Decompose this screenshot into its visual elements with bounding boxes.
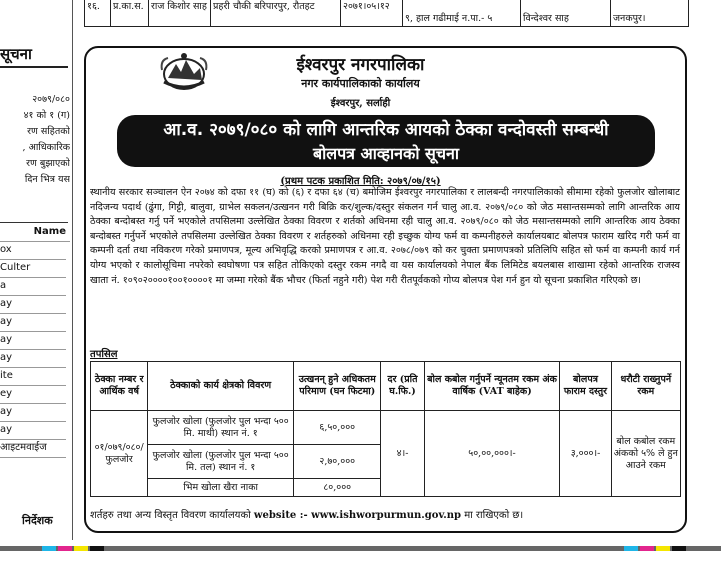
notice-title-banner	[117, 115, 655, 167]
contract-number-cell: ०१/०७९/०८०/ फुलजोर	[91, 411, 148, 497]
yellow-swatch	[74, 546, 88, 551]
strip-address: ९, हाल गढीमाई न.पा.- ५	[402, 0, 520, 26]
left-table-row: ox	[0, 241, 66, 260]
contract-table	[90, 361, 681, 497]
strip-name: राज किशोर साह	[148, 0, 210, 26]
left-table-row: ite	[0, 367, 66, 386]
col-header: ठेक्काको कार्य क्षेत्रको विवरण	[148, 362, 294, 411]
left-text-line: रण सहितको	[27, 126, 70, 137]
table-header-row	[91, 362, 681, 411]
strip-date: २०७१।०५।१२	[340, 0, 402, 26]
cyan-swatch	[42, 546, 56, 551]
area-cell: फुलजोर खोला (फुलजोर पुल भन्दा ५०० मि. माथी) स्थान नं. १	[148, 411, 294, 445]
black-swatch	[90, 546, 104, 551]
left-text-line: , आधिकारिक	[22, 142, 70, 153]
left-text-line: ४१ को १ (ग)	[23, 110, 70, 121]
website-link[interactable]: website :- www.ishworpurmun.gov.np	[253, 510, 461, 521]
magenta-swatch	[640, 546, 654, 551]
left-table-row: Culter	[0, 259, 66, 278]
left-table-row: a	[0, 277, 66, 296]
strip-misc: विन्देश्वर साह	[520, 0, 610, 26]
left-table-row: ay	[0, 295, 66, 314]
quantity-cell: ८०,०००	[294, 479, 381, 497]
footer-suffix: मा राखिएको छ।	[464, 510, 524, 521]
col-header: दर (प्रति घ.फि.)	[381, 362, 424, 411]
strip-row-no: १६.	[84, 0, 110, 26]
left-table-row: ay	[0, 313, 66, 332]
quantity-cell: ६,५०,०००	[294, 411, 381, 445]
strip-role: प्रहरी चौकी बरिपारपुर, रौतहट	[210, 0, 340, 26]
cyan-swatch	[624, 546, 638, 551]
publication-date: (प्रथम पटक प्रकाशित मिति: २०७९/०७/१५)	[280, 176, 441, 187]
left-text-line: दिन भित्र यस	[24, 174, 70, 185]
black-swatch	[672, 546, 686, 551]
notice-title-line1: आ.व. २०७९/०८० को लागि आन्तरिक आयको ठेक्का वन्दोवस्ती सम्बन्धी	[163, 120, 609, 140]
col-header: बोलपत्र फाराम दस्तुर	[560, 362, 611, 411]
area-cell: फुलजोर खोला (फुलजोर पुल भन्दा ५०० मि. तल) स्थान नं. १	[148, 445, 294, 479]
col-header: धरौटी राख्नुपर्ने रकम	[611, 362, 680, 411]
footer-note	[90, 507, 680, 521]
left-text-line: २०७९/०८०	[32, 94, 70, 105]
strip-note: जनकपुर।	[610, 0, 689, 26]
left-table	[0, 222, 68, 453]
col-header: बोल कबोल गर्नुपर्ने न्यूनतम रकम अंक वार्षिक (VAT बाहेक)	[424, 362, 560, 411]
area-cell: भिम खोला खैरा नाका	[148, 479, 294, 497]
notice-body: स्थानीय सरकार सञ्चालन ऐन २०७४ को दफा ११ (घ) को (६) र दफा ६४ (च) बमोजिम ईश्वरपुर नगरपालिका र लालबन्दी नगरपालिकाको सीमामा रहेको फुलजोर खोलाबाट नदिजन्य पदार्थ (ढुंगा, गिट्टी, बालुवा, ग्राभेल सकलन/उत्खनन गरी बिक्रि कर/शुल्क/दस्तुर संकलन गर्न चालु आ.व. २०७९/०८० को जेठ मसान्तसम्मको लागि आन्तरिक आय ठेक्का बन्दोबस्त गर्नु पर्ने भएकोले तपसिलमा उल्लेखित ठेक्का विवरण र शर्तको अधिनमा रही चालु आ.व. २०७९/०८० को जेठ मसान्तसम्मको लागि आन्तरिक आय ठेक्का बन्दोबस्त गर्नुपर्ने भएकोले तपसिलमा उल्लेखित ठेक्का विवरण र शर्तहरुको अधिनमा रही इच्छुक योग्य फर्म वा कम्पनीहरुले कार्यालयबाट बोलपत्र फाराम खरिद गरी फर्म वा कम्पनी दर्ता तथा नविकरण गरेको प्रमाणपत्र, मूल्य अभिवृद्धि करको प्रमाणपत्र र आ.व. २०७८/०७९ को कर चुक्ता प्रमाणपत्रको प्रतिलिपि सहित सो फर्म वा कम्पनी कार्य गर्न योग्य भएको र कालोसूचिमा नपरेको स्वघोषणा पत्र सहित तोकिएको दस्तुर रकम नगदै वा यस कार्यालयको नेपाल बैंक लिमिटेड बयलबास शाखामा रहेको आन्तरिक राजस्व खाता नं. १०९०२००००१००१००००१ मा जम्मा गरेको बैंक भौचर (फिर्ता नहुने गरी) पेश गरी रीतपूर्वकको गोप्य बोलपत्र पेश गर्न हुन यो सूचना प्रकाशित गरिएको छ।	[90, 187, 680, 286]
left-table-row: ay	[0, 403, 66, 422]
previous-table-strip	[84, 0, 689, 27]
strip-type: प्र.का.स.	[110, 0, 148, 26]
form-fee-cell: ३,०००।-	[560, 411, 611, 497]
quantity-cell: २,७०,०००	[294, 445, 381, 479]
footer-prefix: शर्तहरु तथा अन्य विस्तृत विवरण कार्यालयको	[90, 510, 251, 521]
left-title: सूचना	[0, 44, 66, 64]
office-name: नगर कार्यपालिकाको कार्यालय	[301, 77, 420, 90]
left-text-line: रण बुझाएको	[26, 158, 70, 169]
notice-title-line2: बोलपत्र आव्हानको सूचना	[312, 144, 460, 163]
office-address: ईश्वरपुर, सर्लाही	[330, 98, 391, 109]
left-table-row: ay	[0, 421, 66, 440]
rate-cell: ४।-	[381, 411, 424, 497]
left-footer: निर्देशक	[22, 514, 53, 527]
col-header: उत्खनन् हुने अधिकतम परिमाण (घन फिटमा)	[294, 362, 381, 411]
table-row	[91, 411, 681, 445]
left-table-row: ay	[0, 349, 66, 368]
left-table-row: ey	[0, 385, 66, 404]
print-color-bar	[0, 546, 721, 551]
magenta-swatch	[58, 546, 72, 551]
min-bid-cell: ५०,००,०००।-	[424, 411, 560, 497]
deposit-cell: बोल कबोल रकम अंकको ५% ले हुन आउने रकम	[611, 411, 680, 497]
col-header: ठेक्का नम्बर र आर्थिक वर्ष	[91, 362, 148, 411]
left-table-row: आइटमवाईज	[0, 439, 66, 458]
left-table-header: Name	[0, 223, 70, 242]
details-label: तपसिल	[90, 349, 118, 360]
left-table-row: ay	[0, 331, 66, 350]
yellow-swatch	[656, 546, 670, 551]
org-name: ईश्वरपुर नगरपालिका	[296, 55, 425, 75]
